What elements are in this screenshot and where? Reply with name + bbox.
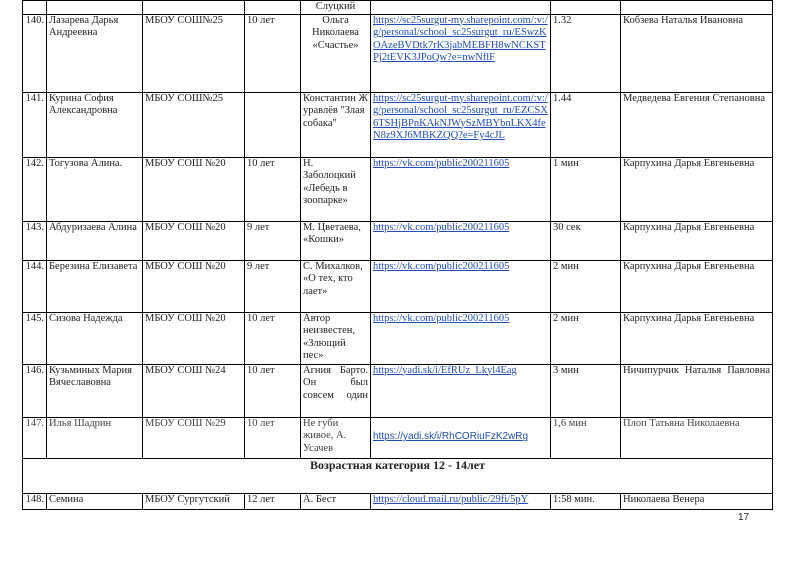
- video-link[interactable]: https://vk.com/public200211605: [371, 221, 551, 260]
- duration-cell: 1:58 мин.: [551, 493, 621, 509]
- school-cell: МБОУ СОШ №20: [143, 312, 245, 364]
- video-link[interactable]: https://sc25surgut-my.sharepoint.com/:v:/g/personal/school_sc25surgut_ru/ESwzKOAzeBVDtk7rK3jabMEBFH8wNCKSTPj2tEVK3JPoQw?e=nwNflF: [371, 14, 551, 92]
- row-number: 144.: [23, 260, 47, 312]
- table-row: [23, 364, 773, 417]
- work-cell: Н. Заболоцкий «Лебедь в зоопарке»: [301, 157, 371, 221]
- table-row: [23, 157, 773, 221]
- row-number: 145.: [23, 312, 47, 364]
- participant-name: Курина София Александровна: [47, 92, 143, 157]
- video-link[interactable]: https://vk.com/public200211605: [371, 260, 551, 312]
- teacher-cell: Кобзева Наталья Ивановна: [621, 14, 773, 92]
- row-number: 140.: [23, 14, 47, 92]
- duration-cell: 30 сек: [551, 221, 621, 260]
- school-cell: МБОУ СОШ №20: [143, 260, 245, 312]
- teacher-cell: Карпухина Дарья Евгеньевна: [621, 157, 773, 221]
- row-number: 142.: [23, 157, 47, 221]
- row-number: 146.: [23, 364, 47, 417]
- table-row: [23, 417, 773, 458]
- work-cell: М. Цветаева, «Кошки»: [301, 221, 371, 260]
- category-row: [23, 458, 773, 493]
- table-row: [23, 312, 773, 364]
- table-row: [23, 221, 773, 260]
- participant-name: Березина Елизавета: [47, 260, 143, 312]
- teacher-cell: Николаева Венера: [621, 493, 773, 509]
- teacher-cell: Карпухина Дарья Евгеньевна: [621, 260, 773, 312]
- duration-cell: 1.44: [551, 92, 621, 157]
- duration-cell: 3 мин: [551, 364, 621, 417]
- participant-name: Сизова Надежда: [47, 312, 143, 364]
- work-cell: Слуцкий: [301, 1, 371, 15]
- work-cell: Не губи живое, А. Усачев: [301, 417, 371, 458]
- age-cell: 10 лет: [245, 157, 301, 221]
- video-link[interactable]: https://vk.com/public200211605: [371, 312, 551, 364]
- duration-cell: 2 мин: [551, 260, 621, 312]
- teacher-cell: Медведева Евгения Степановна: [621, 92, 773, 157]
- video-link[interactable]: https://yadi.sk/i/EfRUz_Lkyl4Eag: [371, 364, 551, 417]
- table-row: [23, 493, 773, 509]
- participant-name: Илья Шадрин: [47, 417, 143, 458]
- video-link[interactable]: https://yadi.sk/i/RhCORiuFzK2wRg: [371, 417, 551, 458]
- age-cell: 10 лет: [245, 417, 301, 458]
- school-cell: МБОУ СОШ №24: [143, 364, 245, 417]
- work-cell: Ольга Николаева «Счастье»: [301, 14, 371, 92]
- teacher-cell: Карпухина Дарья Евгеньевна: [621, 312, 773, 364]
- table-row-fragment: [23, 1, 773, 15]
- table-row: [23, 92, 773, 157]
- age-cell: 12 лет: [245, 493, 301, 509]
- participants-table: [22, 0, 773, 510]
- work-cell: С. Михалков, «О тех, кто лает»: [301, 260, 371, 312]
- participant-name: Кузьминых Мария Вячеславовна: [47, 364, 143, 417]
- video-link[interactable]: https://sc25surgut-my.sharepoint.com/:v:/g/personal/school_sc25surgut_ru/EZCSX6TSHjBPnKAkNJWySzMBYbnLKX4feN8z9XJ6MBKZQQ?e=Fy4cJL: [371, 92, 551, 157]
- participant-name: Семина: [47, 493, 143, 509]
- row-number: 148.: [23, 493, 47, 509]
- work-cell: Константин Журавлёв "Злая собака": [301, 92, 371, 157]
- school-cell: МБОУ СОШ№25: [143, 92, 245, 157]
- age-category-heading: Возрастная категория 12 - 14лет: [23, 458, 773, 493]
- work-cell: А. Бест: [301, 493, 371, 509]
- age-cell: 9 лет: [245, 221, 301, 260]
- age-cell: 10 лет: [245, 312, 301, 364]
- participant-name: Лазарева Дарья Андреевна: [47, 14, 143, 92]
- school-cell: МБОУ Сургутский: [143, 493, 245, 509]
- row-number: 141.: [23, 92, 47, 157]
- age-cell: 10 лет: [245, 364, 301, 417]
- school-cell: МБОУ СОШ№25: [143, 14, 245, 92]
- duration-cell: 2 мин: [551, 312, 621, 364]
- participant-name: Тогузова Алина.: [47, 157, 143, 221]
- school-cell: МБОУ СОШ №20: [143, 221, 245, 260]
- school-cell: МБОУ СОШ №20: [143, 157, 245, 221]
- age-cell: 9 лет: [245, 260, 301, 312]
- participant-name: Абдуризаева Алина: [47, 221, 143, 260]
- teacher-cell: Ничипурчик Наталья Павловна: [621, 364, 773, 417]
- work-cell: Агния Барто. Он был совсем один: [301, 364, 371, 417]
- table-row: [23, 260, 773, 312]
- video-link[interactable]: https://vk.com/public200211605: [371, 157, 551, 221]
- duration-cell: 1,6 мин: [551, 417, 621, 458]
- duration-cell: 1 мин: [551, 157, 621, 221]
- school-cell: МБОУ СОШ №29: [143, 417, 245, 458]
- duration-cell: 1.32: [551, 14, 621, 92]
- row-number: 147.: [23, 417, 47, 458]
- page-number: 17: [738, 512, 750, 523]
- row-number: 143.: [23, 221, 47, 260]
- work-cell: Автор неизвестен, «Злющий пес»: [301, 312, 371, 364]
- age-cell: 10 лет: [245, 14, 301, 92]
- teacher-cell: Плоп Татьяна Николаевна: [621, 417, 773, 458]
- teacher-cell: Карпухина Дарья Евгеньевна: [621, 221, 773, 260]
- table-row: [23, 14, 773, 92]
- video-link[interactable]: https://cloud.mail.ru/public/29fi/5pY: [371, 493, 551, 509]
- age-cell: [245, 92, 301, 157]
